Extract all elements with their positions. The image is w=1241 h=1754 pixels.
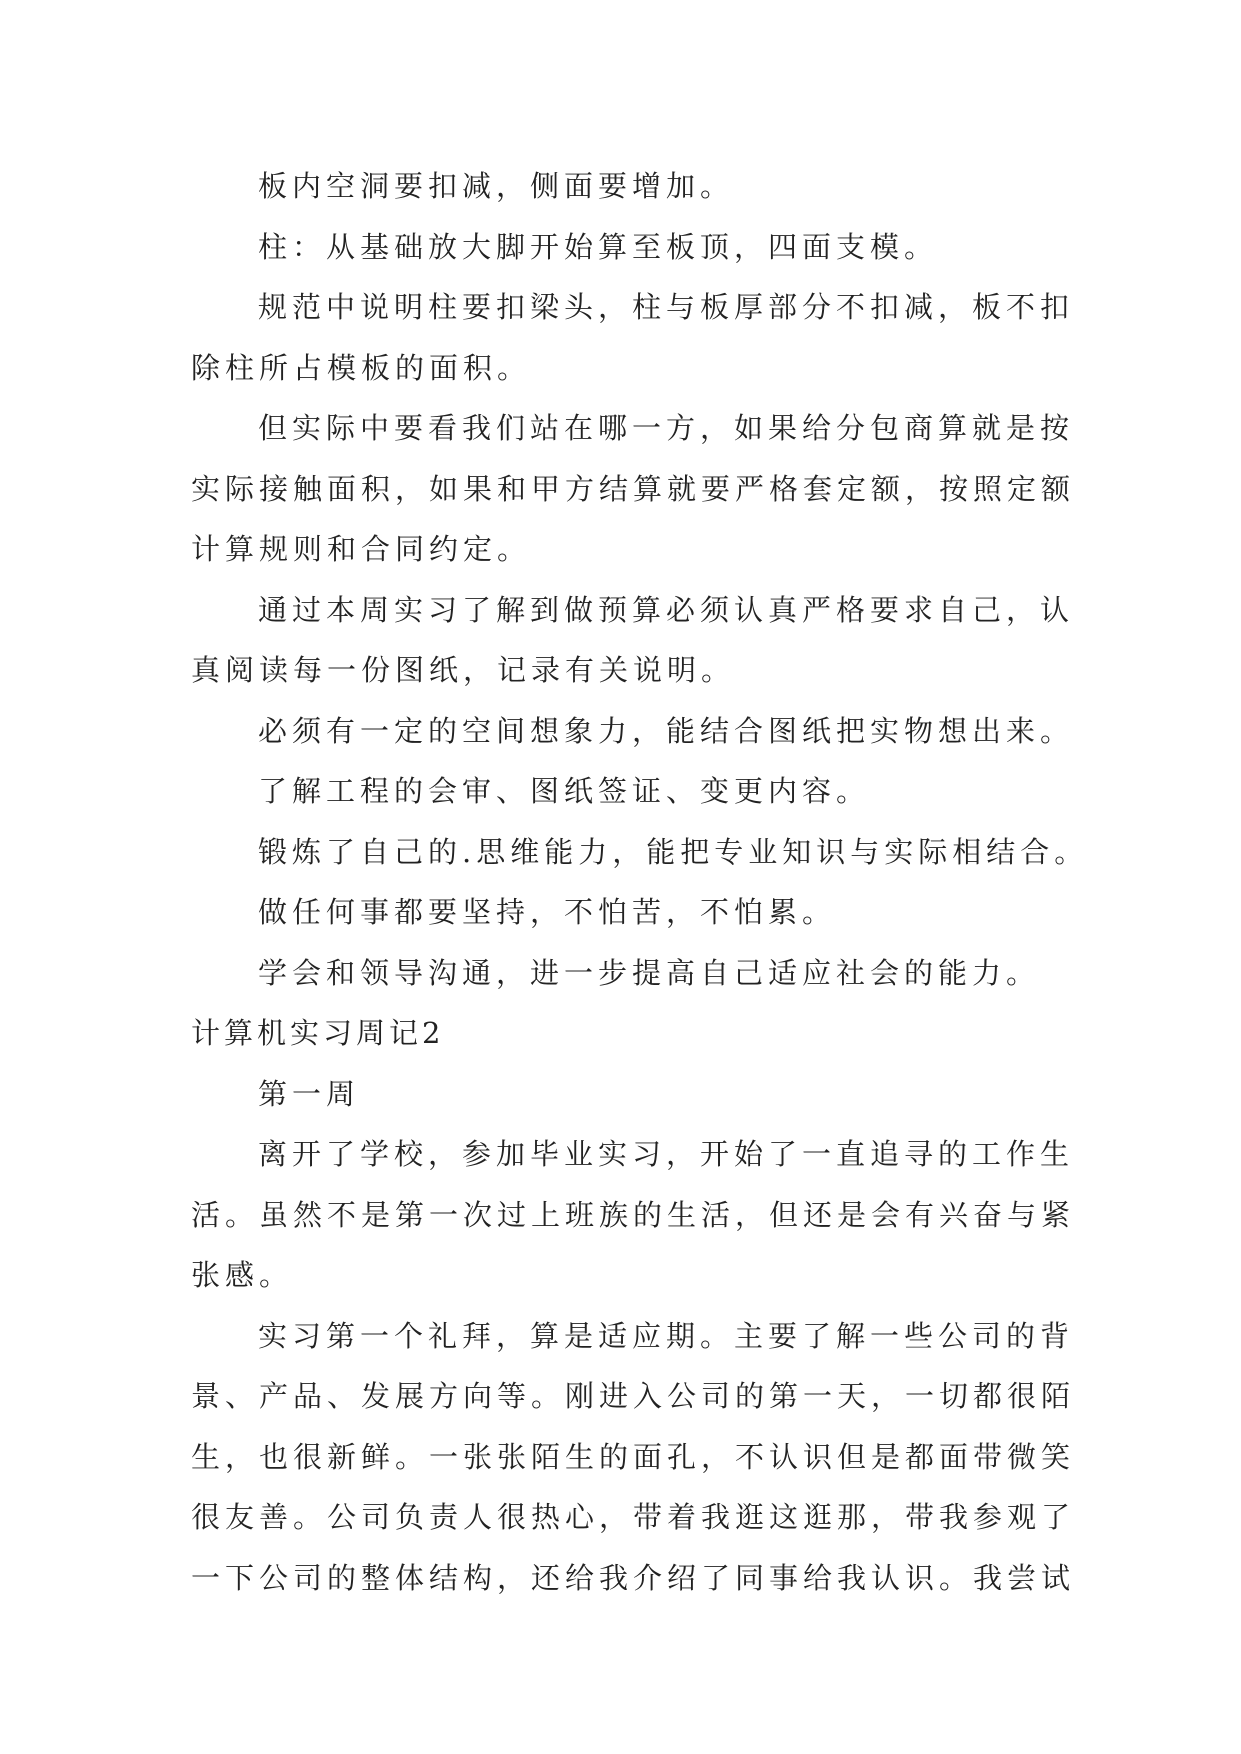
text-line: 柱：从基础放大脚开始算至板顶，四面支模。 (258, 229, 939, 264)
text-line: 生，也很新鲜。一张张陌生的面孔，不认识但是都面带微笑 (191, 1439, 1076, 1474)
text-line: 必须有一定的空间想象力，能结合图纸把实物想出来。 (258, 713, 1075, 748)
text-line: 板内空洞要扣减，侧面要增加。 (258, 169, 735, 203)
text-line: 但实际中要看我们站在哪一方，如果给分包商算就是按 (258, 411, 1075, 445)
document-body (191, 156, 1089, 1608)
text-line: 学会和领导沟通，进一步提高自己适应社会的能力。 (258, 955, 1041, 990)
text-line: 做任何事都要坚持，不怕苦，不怕累。 (258, 895, 837, 929)
text-line: 通过本周实习了解到做预算必须认真严格要求自己，认 (258, 592, 1075, 627)
subsection-heading: 第一周 (258, 1076, 361, 1111)
text-line: 实际接触面积，如果和甲方结算就要严格套定额，按照定额 (191, 471, 1076, 506)
text-line: 一下公司的整体结构，还给我介绍了同事给我认识。我尝试 (191, 1560, 1076, 1595)
text-line: 张感。 (191, 1258, 294, 1292)
text-line: 很友善。公司负责人很热心，带着我逛这逛那，带我参观了 (191, 1500, 1076, 1534)
section-heading: 计算机实习周记2 (191, 1016, 445, 1050)
text-line: 计算规则和合同约定。 (191, 532, 532, 566)
text-line: 除柱所占模板的面积。 (191, 350, 532, 385)
text-line: 规范中说明柱要扣梁头，柱与板厚部分不扣减，板不扣 (258, 290, 1075, 324)
text-line: 了解工程的会审、图纸签证、变更内容。 (258, 774, 871, 808)
text-line: 离开了学校，参加毕业实习，开始了一直追寻的工作生 (258, 1137, 1075, 1171)
text-line: 实习第一个礼拜，算是适应期。主要了解一些公司的背 (258, 1318, 1075, 1353)
text-line: 锻炼了自己的.思维能力，能把专业知识与实际相结合。 (258, 834, 1089, 869)
text-line: 景、产品、发展方向等。刚进入公司的第一天，一切都很陌 (191, 1379, 1076, 1413)
text-line: 活。虽然不是第一次过上班族的生活，但还是会有兴奋与紧 (191, 1197, 1076, 1232)
text-line: 真阅读每一份图纸，记录有关说明。 (191, 653, 736, 687)
